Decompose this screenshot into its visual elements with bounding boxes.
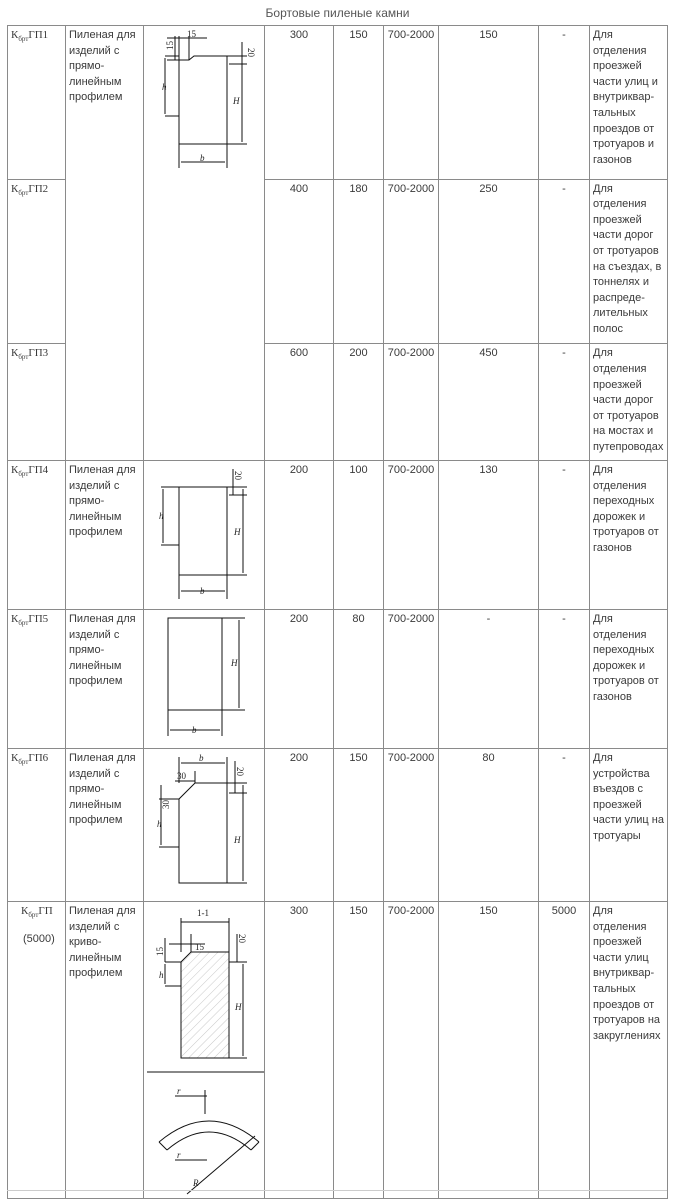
depth-cell: 80	[439, 749, 539, 902]
stone-outline	[179, 783, 227, 883]
depth-cell: 130	[439, 461, 539, 610]
purpose-cell: Для отделения проезжей части улиц внутриквар-тальных проездов от тротуаров на закруглениях	[590, 902, 668, 1199]
mark-cell: $К_{брт}ГП4$	[8, 461, 66, 610]
width-cell: 150	[334, 902, 384, 1199]
profile-diagram	[147, 28, 265, 460]
dim-b-label: b	[200, 153, 205, 163]
length-cell: 700-2000	[384, 26, 439, 180]
dim-H-label: H	[231, 658, 238, 668]
stone-section	[181, 952, 229, 1058]
width-cell: 150	[334, 26, 384, 180]
dim-h-label: h	[162, 82, 167, 92]
depth-cell: 450	[439, 344, 539, 461]
mark-cell: $К_{брт}ГП2$	[8, 179, 66, 344]
stone-outline	[179, 487, 227, 575]
stone-outline	[168, 618, 222, 710]
dim-15-label: 15	[187, 29, 196, 39]
desc-cell: Пиленая для изделий с прямо-линейным профилем	[66, 749, 144, 902]
dim-15-label: 15	[195, 942, 204, 952]
dim-30-label: 30	[177, 771, 186, 781]
width-cell: 180	[334, 179, 384, 344]
profile-figure-cell	[144, 461, 265, 610]
dim-15-vertical-label: 15	[165, 41, 175, 50]
depth-cell: -	[439, 610, 539, 749]
radius-cell: -	[539, 344, 590, 461]
depth-cell: 250	[439, 179, 539, 344]
mark-cell: $К_{брт}ГП6$	[8, 749, 66, 902]
dim-h-label: h	[157, 819, 162, 829]
height-cell: 400	[265, 179, 334, 344]
radius-cell: -	[539, 749, 590, 902]
mark-cell: $К_{брт}ГП5$	[8, 610, 66, 749]
purpose-cell: Для отделения проезжей части дорог от тротуаров на мостах и путепроводах	[590, 344, 668, 461]
height-cell: 300	[265, 26, 334, 180]
dim-H-label: H	[234, 527, 241, 537]
profile-figure-cell	[144, 610, 265, 749]
dim-20-label: 20	[246, 48, 256, 57]
dim-20-label: 20	[235, 767, 245, 776]
dim-r-top-label: r	[177, 1086, 181, 1096]
dim-h-label: h	[159, 970, 164, 980]
radius-cell: -	[539, 26, 590, 180]
purpose-cell: Для отделения проезжей части улиц и внутриквар-тальных проездов от тротуаров и газонов	[590, 26, 668, 180]
purpose-cell: Для отделения переходных дорожек и тротуаров от газонов	[590, 610, 668, 749]
table-row	[8, 749, 668, 902]
dim-b-label: b	[199, 753, 204, 763]
length-cell: 700-2000	[384, 902, 439, 1199]
radius-cell: -	[539, 179, 590, 344]
dim-b-label: b	[192, 725, 197, 735]
dim-20-label: 20	[237, 934, 247, 943]
dim-20-label: 20	[233, 471, 243, 480]
curbstone-table	[7, 25, 668, 1199]
width-cell: 200	[334, 344, 384, 461]
dim-R-label: R	[193, 1178, 199, 1188]
dim-b-label: b	[200, 586, 205, 596]
radius-cell: -	[539, 610, 590, 749]
width-cell: 80	[334, 610, 384, 749]
desc-cell: Пиленая для изделий с криво-линейным профилем	[66, 902, 144, 1199]
length-cell: 700-2000	[384, 179, 439, 344]
dim-15-vertical-label: 15	[155, 947, 165, 956]
width-cell: 150	[334, 749, 384, 902]
bottom-divider	[7, 1190, 667, 1191]
mark-cell: $К_{брт}ГП1$	[8, 26, 66, 180]
mark-cell: $К_{брт}ГП3$	[8, 344, 66, 461]
desc-cell: Пиленая для изделий с прямо-линейным профилем	[66, 461, 144, 610]
width-cell: 100	[334, 461, 384, 610]
dim-H-label: H	[235, 1002, 242, 1012]
profile-figure-cell	[144, 749, 265, 902]
desc-cell: Пиленая для изделий с прямо-линейным профилем	[66, 26, 144, 461]
table-row	[8, 902, 668, 1199]
height-cell: 300	[265, 902, 334, 1199]
radius-cell: -	[539, 461, 590, 610]
profile-diagram	[147, 751, 265, 901]
length-cell: 700-2000	[384, 610, 439, 749]
profile-figure-cell	[144, 26, 265, 461]
table-row	[8, 26, 668, 180]
profile-diagram	[147, 463, 265, 609]
table-row	[8, 461, 668, 610]
height-cell: 200	[265, 749, 334, 902]
length-cell: 700-2000	[384, 461, 439, 610]
height-cell: 600	[265, 344, 334, 461]
height-cell: 200	[265, 610, 334, 749]
depth-cell: 150	[439, 26, 539, 180]
table-row	[8, 610, 668, 749]
dim-H-label: H	[233, 96, 240, 106]
dim-H-label: H	[234, 835, 241, 845]
table-caption: Бортовые пиленые камни	[265, 6, 410, 20]
dim-h-label: h	[159, 511, 164, 521]
profile-figure-cell	[144, 902, 265, 1199]
height-cell: 200	[265, 461, 334, 610]
purpose-cell: Для отделения переходных дорожек и тротуаров от газонов	[590, 461, 668, 610]
radius-cell: 5000	[539, 902, 590, 1199]
desc-cell: Пиленая для изделий с прямо-линейным профилем	[66, 610, 144, 749]
profile-diagram	[147, 612, 265, 748]
length-cell: 700-2000	[384, 344, 439, 461]
depth-cell: 150	[439, 902, 539, 1199]
dim-r-bottom-label: r	[177, 1150, 181, 1160]
length-cell: 700-2000	[384, 749, 439, 902]
section-label: 1-1	[197, 908, 209, 918]
profile-diagram	[147, 904, 265, 1198]
dim-30-vertical-label: 30	[161, 800, 171, 809]
purpose-cell: Для отделения проезжей части дорог от тротуаров на съездах, в тоннелях и распреде-лительных полос	[590, 179, 668, 344]
stone-outline	[179, 56, 227, 144]
purpose-cell: Для устройства въездов с проезжей части улиц на тротуары	[590, 749, 668, 902]
mark-cell: $К_{брт}ГП$ (5000)	[8, 902, 66, 1199]
